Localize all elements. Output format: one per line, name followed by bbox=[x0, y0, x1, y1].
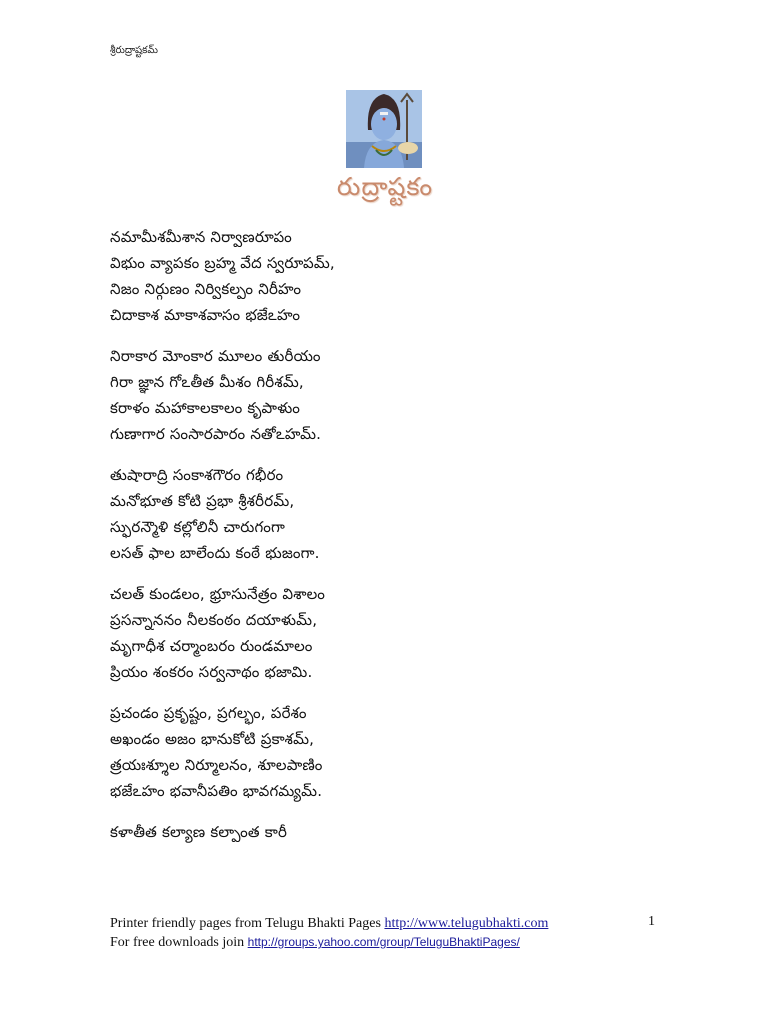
verse-line: తుషారాద్రి సంకాశగౌరం గభీరం bbox=[110, 466, 284, 484]
verse-line: ప్రసన్నాననం నీలకంఠం దయాళుమ్, bbox=[110, 611, 318, 629]
verse-line: త్రయఃశ్శూల నిర్మూలనం, శూలపాణిం bbox=[110, 756, 323, 774]
page-heading: రుద్రాష్టకం bbox=[336, 172, 434, 201]
stanza bbox=[110, 819, 570, 845]
footer-printer-text: Printer friendly pages from Telugu Bhakti Pages bbox=[110, 916, 385, 931]
page-footer bbox=[110, 914, 660, 952]
verse-line: అఖండం అజం భానుకోటి ప్రకాశమ్, bbox=[110, 730, 315, 748]
verse-line: ప్రచండం ప్రకృష్టం, ప్రగల్భం, పరేశం bbox=[110, 704, 307, 722]
verse-line: విభుం వ్యాపకం బ్రహ్మ వేద స్వరూపమ్, bbox=[110, 254, 335, 272]
stanza bbox=[110, 581, 570, 685]
verse-line: కరాళం మహాకాలకాలం కృపాళుం bbox=[110, 399, 301, 417]
stanza bbox=[110, 462, 570, 566]
verse-line: మనోభూత కోటి ప్రభా శ్రీశరీరమ్, bbox=[110, 492, 295, 510]
verse-line: నమామీశమీశాన నిర్వాణరూపం bbox=[110, 228, 292, 246]
verse-line: కళాతీత కల్యాణ కల్పాంత కారీ bbox=[110, 823, 288, 841]
stanza bbox=[110, 224, 570, 328]
verse-line: చలత్ కుండలం, భ్రూసునేత్రం విశాలం bbox=[110, 585, 326, 603]
footer-line-printer bbox=[110, 914, 660, 933]
verse-line: గిరా జ్ఞాన గోఽతీత మీశం గిరీశమ్, bbox=[110, 373, 304, 391]
verse-line: భజేఽహం భవానీపతిం భావగమ్యమ్. bbox=[110, 782, 323, 800]
stanza bbox=[110, 343, 570, 447]
header-title: శ్రీరుద్రాష్టకమ్ bbox=[110, 45, 158, 56]
footer-line-downloads bbox=[110, 933, 660, 952]
verse-line: లసత్ ఫాల బాలేందు కంఠే భుజంగా. bbox=[110, 544, 320, 562]
verse-line: మృగాధీశ చర్మాంబరం రుండమాలం bbox=[110, 637, 313, 655]
verse-line: చిదాకాశ మాకాశవాసం భజేఽహం bbox=[110, 306, 301, 324]
telugubhakti-link[interactable]: http://www.telugubhakti.com bbox=[384, 916, 549, 931]
shiva-image bbox=[346, 90, 422, 168]
stanza bbox=[110, 700, 570, 804]
page-number: 1 bbox=[648, 914, 655, 929]
verse-line: నిజం నిర్గుణం నిర్వికల్పం నిరీహం bbox=[110, 280, 302, 298]
shiva-illustration bbox=[346, 90, 422, 168]
verse-line: నిరాకార మోంకార మూలం తురీయం bbox=[110, 347, 321, 365]
verse-line: ప్రియం శంకరం సర్వనాథం భజామి. bbox=[110, 663, 313, 681]
stanza-list bbox=[110, 224, 570, 860]
yahoo-group-link[interactable]: http://groups.yahoo.com/group/TeluguBhaktiPages/ bbox=[247, 935, 520, 949]
footer-downloads-text: For free downloads join bbox=[110, 935, 248, 950]
verse-line: స్ఫురన్మౌళి కల్లోలినీ చారుగంగా bbox=[110, 518, 286, 536]
verse-line: గుణాగార సంసారపారం నతోఽహమ్. bbox=[110, 425, 322, 443]
